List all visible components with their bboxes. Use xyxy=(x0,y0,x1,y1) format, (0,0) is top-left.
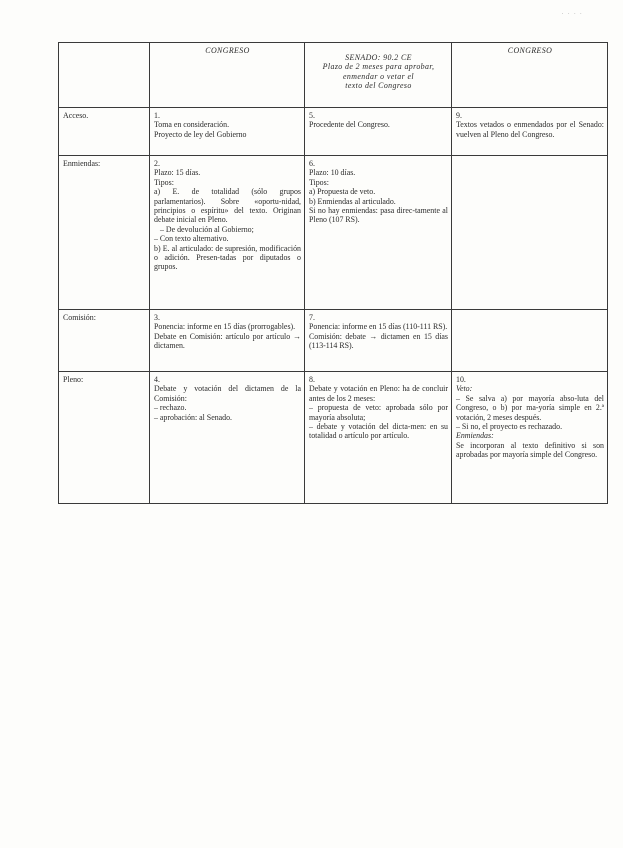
cell-line: Debate y votación en Pleno: ha de concluir antes de los 2 meses: xyxy=(309,384,448,403)
cell-acceso-congreso xyxy=(150,108,305,156)
cell-line: Debate en Comisión: artículo por artículo → dictamen. xyxy=(154,331,301,351)
cell-line: Tipos: xyxy=(154,177,174,187)
cell-line: Comisión: debate → dictamen en 15 días (113-114 RS). xyxy=(309,331,448,351)
cell-line: Si no hay enmiendas: pasa direc-tamente al Pleno (107 RS). xyxy=(309,206,448,225)
cell-line: 1. xyxy=(154,111,160,120)
header-row xyxy=(59,43,608,108)
cell-line: 4. xyxy=(154,375,160,384)
header-congreso-2-label: CONGRESO xyxy=(507,46,553,55)
cell-line: 8. xyxy=(309,375,315,384)
cell-line: 6. xyxy=(309,159,315,168)
row-label-comision: Comisión: xyxy=(59,310,150,372)
cell-line: 7. xyxy=(309,313,315,322)
cell-line: Textos vetados o enmendados por el Senado: vuelven al Pleno del Congreso. xyxy=(456,120,604,139)
legislative-procedure-table xyxy=(58,42,608,504)
row-pleno xyxy=(59,372,608,504)
cell-comision-congreso-2 xyxy=(452,310,608,372)
cell-pleno-senado xyxy=(305,372,452,504)
row-acceso xyxy=(59,108,608,156)
cell-acceso-senado xyxy=(305,108,452,156)
cell-line: a) E. de totalidad (sólo grupos parlamentarios). Sobre «oportu-nidad, principios o espíritu» del texto. Originan debate inicial en Pleno. xyxy=(154,187,301,225)
row-comision xyxy=(59,310,608,372)
row-enmiendas xyxy=(59,156,608,310)
cell-line: – Si no, el proyecto es rechazado. xyxy=(456,422,563,432)
cell-line: Toma en consideración. xyxy=(154,120,230,130)
cell-comision-congreso xyxy=(150,310,305,372)
page-mark: · · · · xyxy=(561,10,583,18)
cell-enmiendas-congreso xyxy=(150,156,305,310)
cell-line: Plazo: 10 días. xyxy=(309,168,356,178)
row-label-enmiendas: Enmiendas: xyxy=(59,156,150,310)
cell-pleno-congreso xyxy=(150,372,305,504)
cell-line: Proyecto de ley del Gobierno xyxy=(154,129,247,139)
cell-enmiendas-congreso-2 xyxy=(452,156,608,310)
cell-line: – debate y votación del dicta-men: en su totalidad o artículo por artículo. xyxy=(309,422,448,441)
cell-line: 9. xyxy=(456,111,462,120)
header-congreso-1-label: CONGRESO xyxy=(205,46,250,55)
cell-line: – De devolución al Gobierno; xyxy=(160,224,254,234)
header-senado-line: texto del Congreso xyxy=(345,81,412,91)
cell-acceso-congreso-2 xyxy=(452,108,608,156)
cell-line: Debate y votación del dictamen de la Comisión: xyxy=(154,384,301,403)
cell-line: Procedente del Congreso. xyxy=(309,120,390,130)
cell-line: Veto: xyxy=(456,384,473,394)
cell-enmiendas-senado xyxy=(305,156,452,310)
cell-line: – aprobación: al Senado. xyxy=(154,412,233,422)
row-label-pleno: Pleno: xyxy=(59,372,150,504)
cell-line: – propuesta de veto: aprobada sólo por mayoría absoluta; xyxy=(309,403,448,422)
cell-line: b) Enmiendas al articulado. xyxy=(309,196,396,206)
cell-line: Se incorporan al texto definitivo si son aprobadas por mayoría simple del Congreso. xyxy=(456,440,604,460)
cell-line: – Con texto alternativo. xyxy=(154,234,229,244)
header-senado-line: Plazo de 2 meses para aprobar, xyxy=(322,62,435,72)
cell-comision-senado xyxy=(305,310,452,372)
header-blank xyxy=(59,43,150,108)
cell-pleno-congreso-2 xyxy=(452,372,608,504)
cell-line: 2. xyxy=(154,159,160,168)
header-senado-line: SENADO: 90.2 CE xyxy=(345,53,412,62)
header-congreso-2 xyxy=(452,43,608,108)
cell-line: Tipos: xyxy=(309,177,329,187)
cell-line: 5. xyxy=(309,111,315,120)
cell-line: b) E. al articulado: de supresión, modificación o adición. Presen-tadas por diputados o grupos. xyxy=(154,243,301,272)
row-label-acceso: Acceso. xyxy=(59,108,150,156)
header-senado xyxy=(305,43,452,108)
cell-line: – rechazo. xyxy=(154,403,187,413)
cell-line: Ponencia: informe en 15 días (prorrogables). xyxy=(154,322,296,332)
cell-line: Plazo: 15 días. xyxy=(154,168,201,178)
cell-line: Enmiendas: xyxy=(456,431,494,441)
cell-line: 3. xyxy=(154,313,160,322)
header-congreso-1 xyxy=(150,43,305,108)
header-senado-line: enmendar o vetar el xyxy=(343,71,414,81)
cell-line: a) Propuesta de veto. xyxy=(309,187,376,197)
cell-line: Ponencia: informe en 15 días (110-111 RS). xyxy=(309,322,448,332)
cell-line: 10. xyxy=(456,375,466,384)
cell-line: – Se salva a) por mayoría abso-luta del Congreso, o b) por ma-yoría simple en 2.ª votación, 2 meses después. xyxy=(456,393,604,422)
